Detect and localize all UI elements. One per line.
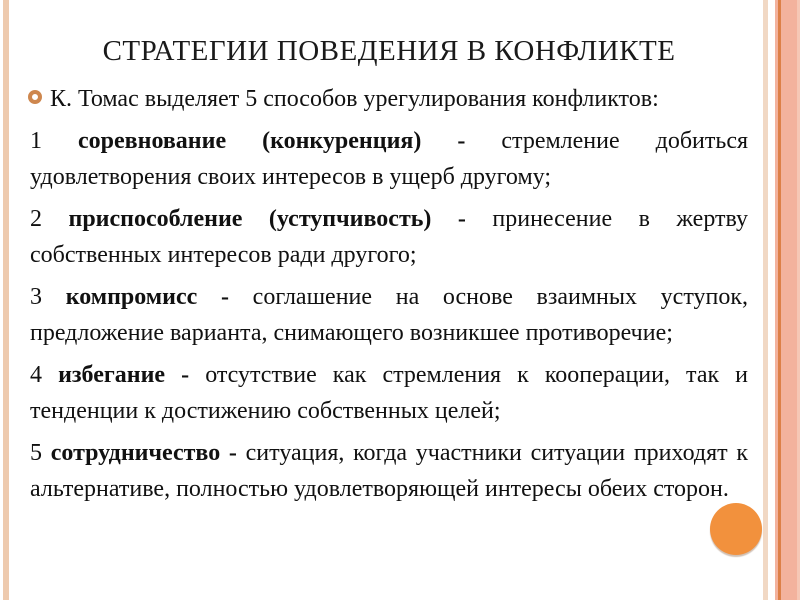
item-number: 1 bbox=[30, 127, 42, 154]
decorative-circle bbox=[710, 503, 762, 555]
item-term: избегание bbox=[58, 361, 166, 388]
item-number: 2 bbox=[30, 205, 42, 232]
item-3-line-2: предложение варианта, снимающего возникшее противоречие; bbox=[30, 320, 673, 346]
item-description: принесение в жертву bbox=[492, 205, 749, 232]
item-term: сотрудничество bbox=[50, 439, 221, 466]
item-description: соглашение на основе взаимных уступок, bbox=[252, 283, 749, 310]
item-5-line-2: альтернативе, полностью удовлетворяющей интересы обеих сторон. bbox=[30, 476, 729, 502]
item-3-line-1 bbox=[30, 279, 748, 316]
item-dash: - bbox=[181, 361, 190, 388]
item-1-line-1 bbox=[30, 123, 748, 160]
item-description: отсутствие как стремления к кооперации, так и bbox=[205, 361, 749, 388]
list-item-4 bbox=[30, 357, 748, 430]
slide-title: СТРАТЕГИИ ПОВЕДЕНИЯ В КОНФЛИКТЕ bbox=[102, 35, 676, 67]
left-border-stripe bbox=[3, 0, 9, 600]
item-number: 3 bbox=[30, 283, 42, 310]
intro-line bbox=[30, 81, 748, 118]
list-item-5 bbox=[30, 435, 748, 508]
item-1-line-2: удовлетворения своих интересов в ущерб другому; bbox=[30, 164, 552, 190]
item-dash: - bbox=[220, 283, 229, 310]
item-2-line-2: собственных интересов ради другого; bbox=[30, 242, 417, 268]
item-number: 4 bbox=[30, 361, 42, 388]
item-term: приспособление (уступчивость) bbox=[68, 205, 432, 232]
item-dash: - bbox=[457, 127, 466, 154]
list-item-2 bbox=[30, 201, 748, 274]
right-thin-stripe bbox=[763, 0, 768, 600]
intro-text: К. Томас выделяет 5 способов урегулирования конфликтов: bbox=[50, 86, 659, 112]
item-term: компромисс bbox=[65, 283, 198, 310]
item-4-line-1 bbox=[30, 357, 748, 394]
item-description: стремление добиться bbox=[501, 127, 749, 154]
item-number: 5 bbox=[30, 439, 42, 466]
item-4-line-2: тенденции к достижению собственных целей; bbox=[30, 398, 501, 424]
list-item-1 bbox=[30, 123, 748, 196]
item-dash: - bbox=[457, 205, 466, 232]
item-description: ситуация, когда участники ситуации приходят к bbox=[245, 439, 749, 466]
item-5-line-1 bbox=[30, 435, 748, 472]
list-item-3 bbox=[30, 279, 748, 352]
item-dash: - bbox=[228, 439, 237, 466]
bullet-icon bbox=[28, 90, 42, 104]
item-term: соревнование (конкуренция) bbox=[78, 127, 422, 154]
item-2-line-1 bbox=[30, 201, 748, 238]
right-accent-line bbox=[778, 0, 781, 600]
slide-content bbox=[30, 0, 748, 508]
